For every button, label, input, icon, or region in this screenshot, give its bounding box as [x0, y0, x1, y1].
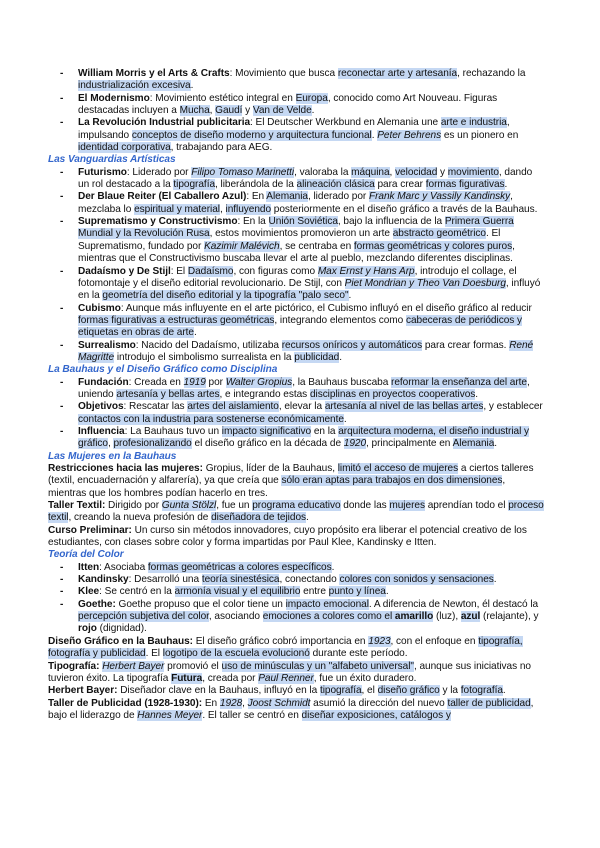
text-run: : Desarrolló una [128, 574, 202, 586]
text-run: , elevar la [278, 401, 325, 413]
item-text [99, 586, 388, 597]
paragraph-restricciones [48, 463, 544, 500]
highlighted-text: tipografía [173, 179, 216, 191]
text-run: : En la [237, 216, 269, 228]
highlighted-text: punto y línea [328, 586, 386, 598]
text-run: , creando la nueva profesión de [68, 512, 212, 524]
text-run: , [209, 105, 216, 117]
highlighted-text: 1923 [368, 635, 391, 647]
highlighted-text: teoría sinestésica [201, 574, 280, 586]
paragraph-diseno-grafico-bauhaus [48, 636, 544, 661]
highlighted-text: movimiento [447, 166, 499, 178]
highlighted-text: programa educativo [252, 500, 341, 512]
paragraph-term: Restricciones hacia las mujeres: [48, 463, 203, 474]
text-run: , el [361, 685, 378, 697]
highlighted-text: geometría del diseño editorial y la tipografía "palo seco" [102, 290, 349, 302]
text-run: . [493, 574, 497, 586]
item-term: Kandinsky [78, 574, 129, 586]
highlighted-text: Gunta Stölzl [161, 500, 217, 512]
text-run: , introdujo el collage, el fotomontaje y el diseño editorial revolucionario. De Stijl, con [78, 265, 517, 289]
highlighted-text: tipografía, fotografía y publicidad [48, 635, 523, 660]
highlighted-text: industrialización excesiva [78, 80, 191, 92]
highlighted-text: impacto significativo [221, 425, 312, 437]
highlighted-text: Europa [295, 92, 328, 104]
item-term: El Modernismo [78, 92, 150, 104]
text-run: , estos movimientos promovieron un arte [209, 228, 393, 240]
highlighted-text: Mucha [179, 105, 210, 117]
text-run: Dirigido por [105, 500, 162, 512]
text-run: , asociando [208, 611, 263, 623]
highlighted-text: diseñadora de tejidos [211, 512, 307, 524]
text-run: . [385, 586, 389, 598]
paragraph-taller-publicidad [48, 698, 544, 723]
item-term: Futurismo [78, 166, 127, 178]
text-run: introdujo el simbolismo surrealista en la [114, 351, 295, 363]
text-run: El diseño gráfico cobró importancia en [192, 635, 369, 647]
text-run: , y establecer [483, 401, 543, 413]
paragraph-term: Diseño Gráfico en la Bauhaus: [48, 635, 193, 647]
paragraph-text [48, 661, 531, 684]
text-run: , conocido como Art Nouveau. Figuras destacadas incluyen a [78, 92, 498, 117]
list-item-futurismo [48, 167, 544, 192]
text-run: . [475, 388, 479, 400]
paragraph-term: Taller de Publicidad (1928-1930): [48, 697, 203, 709]
highlighted-text: Hannes Meyer [137, 709, 203, 721]
text-run: posteriormente en el diseño gráfico a través de la Bauhaus. [271, 203, 538, 215]
highlighted-text: percepción subjetiva del color [78, 611, 209, 623]
text-run: . [339, 351, 342, 363]
text-run: , conectando [279, 574, 340, 586]
highlighted-text: Filipo Tomaso Marinetti [191, 166, 295, 178]
text-run: , [389, 166, 396, 178]
highlighted-text: sólo eran aptas para trabajos en dos dimensiones [281, 475, 503, 487]
highlighted-text: Futura [171, 672, 203, 684]
list-item-influencia [48, 426, 544, 451]
text-run: . [343, 413, 347, 425]
paragraph-term: Herbert Bayer: [48, 685, 118, 697]
text-run: , integrando elementos como [274, 314, 406, 326]
highlighted-text: reformar la enseñanza del arte [391, 376, 527, 388]
highlighted-text: Dadaísmo [187, 265, 234, 277]
text-run: (relajante), y [480, 611, 539, 623]
text-run: , [107, 438, 114, 450]
highlighted-text: velocidad [395, 166, 438, 178]
text-run: entre [300, 586, 329, 598]
text-run: , dando un rol destacado a la [78, 166, 533, 191]
highlighted-text: artes del aislamiento [187, 401, 279, 413]
text-run: , e integrando estas [219, 388, 310, 400]
list-item-kandinsky [48, 574, 544, 586]
highlighted-text: colores con sonidos y sensaciones [339, 574, 494, 586]
paragraph-term: Taller Textil: [48, 500, 106, 512]
item-term: Klee [78, 586, 100, 598]
text-run: aprendían todo el [424, 500, 509, 512]
list-item-dadaismo [48, 266, 544, 303]
text-run: , bajo la influencia de la [337, 216, 445, 228]
highlighted-text: publicidad [294, 351, 340, 363]
highlighted-text: Piet Mondrian y Theo Van Doesburg [344, 277, 506, 289]
highlighted-text: formas geométricas a colores específicos [147, 561, 332, 573]
text-run: : Creada en [128, 376, 184, 388]
text-run: , fue un [216, 500, 253, 512]
item-text [129, 574, 497, 585]
highlighted-text: reconectar arte y artesanía [337, 68, 458, 79]
text-run: , se centraba en [279, 240, 354, 252]
highlighted-text: fotografía [460, 685, 503, 697]
list-artesania [48, 68, 544, 154]
text-run: donde las [340, 500, 390, 512]
item-text [78, 377, 530, 400]
highlighted-text: taller de publicidad [447, 697, 531, 709]
list-item-itten [48, 562, 544, 574]
text-run: . [306, 512, 309, 524]
highlighted-text: contactos con la industria para sostenerse económicamente [78, 413, 344, 425]
text-run: , liderado por [307, 191, 369, 203]
text-run: . El [145, 648, 163, 660]
text-run: para crear [374, 179, 426, 191]
list-item-revolucion-industrial [48, 117, 544, 154]
text-run: , [219, 203, 226, 215]
item-term: Fundación [78, 376, 129, 388]
item-text [99, 562, 334, 573]
text-run: por [205, 376, 226, 388]
text-run: : Movimiento estético integral en [149, 92, 296, 104]
paragraph-term: Curso Preliminar: [48, 524, 132, 536]
highlighted-text: azul [460, 611, 481, 623]
text-run: . [371, 129, 378, 141]
text-run: : El [170, 265, 188, 277]
text-run: : Rescatar las [123, 401, 188, 413]
text-run: . [331, 561, 335, 573]
highlighted-text: Van de Velde [252, 105, 312, 117]
text-run: : Nacido del Dadaísmo, utilizaba [135, 339, 282, 351]
text-run: , influyó en la [78, 277, 541, 302]
list-item-blaue-reiter [48, 191, 544, 216]
highlighted-text: Primera Guerra Mundial y la Revolución Rusa [78, 216, 514, 240]
list-item-fundacion [48, 377, 544, 402]
text-run: , rechazando la [457, 68, 526, 79]
highlighted-text: tipografía [319, 685, 362, 697]
list-item-suprematismo [48, 216, 544, 265]
highlighted-text: mujeres [389, 500, 425, 512]
text-run: y la [439, 685, 461, 697]
text-run: , fue un éxito duradero. [313, 672, 417, 684]
list-bauhaus [48, 377, 544, 451]
highlighted-text: René Magritte [78, 339, 534, 363]
paragraph-text [48, 500, 544, 523]
highlighted-text: 1919 [183, 376, 206, 388]
list-item-objetivos [48, 401, 544, 426]
highlighted-text: abstracto geométrico [392, 228, 486, 240]
text-run: : En [246, 191, 267, 203]
text-run: : Movimiento que busca [229, 68, 338, 79]
text-run: es un pionero en [441, 129, 519, 141]
text-run: , con figuras como [233, 265, 318, 277]
item-text [78, 599, 538, 635]
text-run: , [242, 697, 248, 709]
text-run: . [190, 80, 194, 92]
highlighted-text: limitó el acceso de mujeres [337, 463, 459, 474]
text-run: : Asociaba [99, 561, 148, 573]
highlighted-text: profesionalizando [113, 438, 192, 450]
text-run: : La Bauhaus tuvo un [124, 425, 222, 437]
item-term: Itten [78, 561, 100, 573]
highlighted-text: impacto emocional [285, 598, 369, 610]
text-run: , liberándola de la [215, 179, 297, 191]
item-text [78, 401, 543, 424]
highlighted-text: artesanía y bellas artes [116, 388, 220, 400]
text-run: Diseñador clave en la Bauhaus, influyó en la [117, 685, 320, 697]
item-text [78, 167, 532, 190]
text-run: . [504, 179, 508, 191]
list-item-cubismo [48, 303, 544, 340]
item-text [78, 340, 533, 363]
highlighted-text: proceso textil [48, 500, 544, 524]
paragraph-term: Tipografía: [48, 660, 100, 672]
highlighted-text: 1928 [219, 697, 243, 709]
item-text [78, 303, 532, 339]
text-run: . [494, 438, 498, 450]
text-run: , principalmente en [366, 438, 453, 450]
text-run: para crear formas. [422, 339, 510, 351]
text-run: Goethe propuso que el color tiene un [115, 598, 286, 610]
text-run: : El Deutscher Werkbund en Alemania une [250, 117, 441, 129]
heading-teoria-color: Teoría del Color [48, 549, 124, 561]
list-item-klee [48, 586, 544, 598]
text-run: . El Suprematismo, fundado por [78, 228, 501, 252]
list-teoria-color [48, 562, 544, 636]
highlighted-text: arquitectura moderna, el diseño industrial y gráfico [78, 425, 530, 450]
text-run: Gropius, líder de la Bauhaus, [202, 463, 338, 474]
text-run: . [193, 327, 197, 339]
list-item-arts-crafts [48, 68, 544, 93]
highlighted-text: máquina [351, 166, 390, 178]
text-run: y [242, 105, 253, 117]
highlighted-text: alineación clásica [296, 179, 375, 191]
text-run: . [311, 105, 315, 117]
highlighted-text: Walter Gropius [225, 376, 293, 388]
text-run: , uniendo [78, 376, 530, 400]
text-run: . [348, 290, 352, 302]
highlighted-text: Gaudí [215, 105, 243, 117]
text-run: , bajo el liderazgo de [48, 697, 534, 721]
text-run: a ciertos talleres (textil, encuadernación y alfarería), ya que creía que [48, 463, 534, 487]
paragraph-taller-textil [48, 500, 544, 525]
text-run: . El taller se centró en [202, 709, 302, 721]
text-run: , trabajando para AEG. [170, 142, 273, 154]
item-term: Surrealismo [78, 339, 136, 351]
item-term: Suprematismo y Constructivismo [78, 216, 238, 228]
paragraph-curso-preliminar [48, 525, 544, 550]
highlighted-text: disciplinas en proyectos cooperativos [309, 388, 476, 400]
highlighted-text: diseño gráfico [377, 685, 440, 697]
item-term: Dadaísmo y De Stijl [78, 265, 171, 277]
heading-vanguardias: Las Vanguardias Artísticas [48, 154, 176, 166]
highlighted-text: 1920 [343, 438, 367, 450]
item-term: Der Blaue Reiter (El Caballero Azul) [78, 191, 247, 203]
item-text [78, 426, 529, 449]
paragraph-herbert-bayer [48, 685, 544, 697]
text-run: : Se centró en la [99, 586, 175, 598]
highlighted-text: Alemania [266, 191, 308, 203]
heading-mujeres: Las Mujeres en la Bauhaus [48, 450, 177, 462]
highlighted-text: Peter Behrens [377, 129, 442, 141]
item-term: Objetivos [78, 401, 124, 413]
highlighted-text: emociones a colores como el [262, 611, 395, 623]
text-run: , la Bauhaus buscaba [292, 376, 392, 388]
item-term: Influencia [78, 425, 125, 437]
highlighted-text: Herbert Bayer [102, 660, 165, 672]
highlighted-text: amarillo [394, 611, 434, 623]
highlighted-text: cabeceras de periódicos y etiquetas en obras de arte [78, 314, 523, 339]
highlighted-text: Kazimir Malévich [204, 240, 280, 252]
text-run: : Liderado por [126, 166, 192, 178]
text-run: (dignidad). [96, 623, 147, 635]
text-run: , creada por [202, 672, 259, 684]
highlighted-text: Alemania [452, 438, 495, 450]
text-run: , impulsando [78, 117, 510, 141]
highlighted-text: Max Ernst y Hans Arp [317, 265, 415, 277]
text-run: Un curso sin métodos innovadores, cuyo propósito era liberar el potencial creativo de los estudiantes, con clases sobre color y forma impartidas por Paul Klee, Kandinsky e Itten. [48, 524, 527, 549]
text-run: . [502, 685, 506, 697]
highlighted-text: influyendo [225, 203, 272, 215]
text-run: asumió la dirección del nuevo [310, 697, 448, 709]
highlighted-text: formas figurativas [425, 179, 505, 191]
highlighted-text: formas figurativas a estructuras geométricas [78, 314, 275, 326]
text-run: En [202, 697, 220, 709]
text-run: , valoraba la [294, 166, 352, 178]
highlighted-text: Joost Schmidt [247, 697, 311, 709]
text-run: , mientras que el Constructivismo buscaba llevar el arte al pueblo, mezclando diferentes disciplinas. [78, 240, 515, 265]
highlighted-text: Unión Soviética [268, 216, 338, 228]
text-run: . A diferencia de Newton, él destacó la [368, 598, 539, 610]
list-item-surrealismo [48, 340, 544, 365]
highlighted-text: identidad corporativa [78, 142, 171, 154]
heading-bauhaus: La Bauhaus y el Diseño Gráfico como Disciplina [48, 364, 278, 376]
highlighted-text: artesanía al nivel de las bellas artes [324, 401, 484, 413]
paragraph-tipografia [48, 661, 544, 686]
highlighted-text: Paul Renner [258, 672, 314, 684]
text-run: rojo [78, 623, 97, 635]
highlighted-text: logotipo de la escuela evolucionó [162, 648, 310, 660]
highlighted-text: uso de minúsculas y un "alfabeto universal" [221, 660, 414, 672]
text-run: (luz), [433, 611, 461, 623]
paragraph-text [117, 685, 505, 696]
text-run: y [437, 166, 448, 178]
highlighted-text: diseñar exposiciones, catálogos y [301, 709, 451, 721]
text-run: promovió el [164, 660, 222, 672]
highlighted-text: armonía visual y el equilibrio [174, 586, 301, 598]
text-run: en la [311, 425, 339, 437]
item-term: Cubismo [78, 302, 121, 314]
item-term: William Morris y el Arts & Crafts [78, 68, 230, 79]
text-run: el diseño gráfico en la década de [191, 438, 344, 450]
highlighted-text: formas geométricas y colores puros [353, 240, 513, 252]
text-run: , aunque sus iniciativas no tuvieron éxito. La tipografía [48, 660, 531, 684]
list-item-goethe [48, 599, 544, 636]
list-vanguardias [48, 167, 544, 365]
text-run: : Aunque más influyente en el arte pictórico, el Cubismo influyó en el diseño gráfico al reducir [120, 302, 532, 314]
highlighted-text: espiritual y material [134, 203, 220, 215]
item-term: La Revolución Industrial publicitaria [78, 117, 251, 129]
text-run: durante este período. [309, 648, 408, 660]
highlighted-text: recursos oníricos y automáticos [281, 339, 423, 351]
text-run: , mientras que los hombres podían hacerlo en tres. [48, 475, 506, 499]
highlighted-text: arte e industria [440, 117, 507, 129]
text-run: , con el enfoque en [390, 635, 479, 647]
list-item-modernismo [48, 93, 544, 118]
text-run: , mezclaba lo [78, 191, 513, 215]
item-term: Goethe: [78, 598, 116, 610]
highlighted-text: Frank Marc y Vassily Kandinsky [368, 191, 511, 203]
highlighted-text: conceptos de diseño moderno y arquitectura funcional [131, 129, 372, 141]
